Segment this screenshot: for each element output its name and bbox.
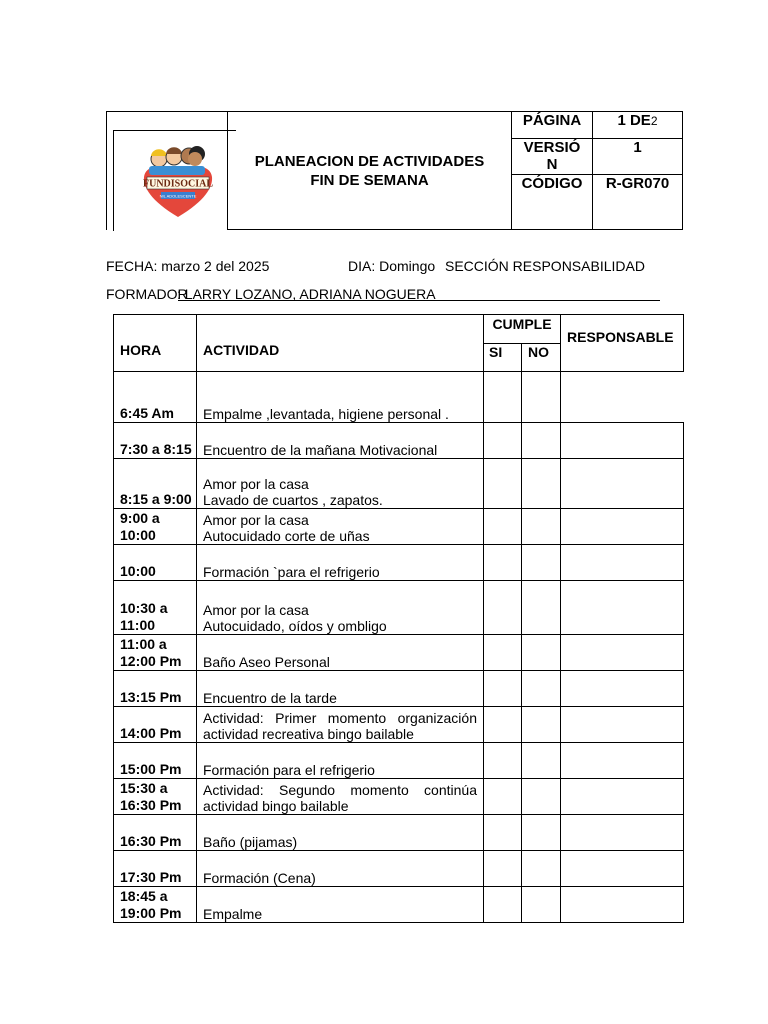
schedule-body (114, 372, 684, 923)
row-actividad: Encuentro de la tarde (197, 671, 484, 707)
row-cumple-no (522, 815, 561, 851)
seccion-text: SECCIÓN RESPONSABILIDAD (445, 258, 645, 274)
row-responsable (561, 581, 684, 635)
codigo-label: CÓDIGO (512, 175, 593, 230)
row-hora: 15:00 Pm (114, 743, 197, 779)
document-meta (511, 111, 682, 230)
row-cumple-si (484, 851, 522, 887)
schedule-row (114, 545, 684, 581)
row-hora: 7:30 a 8:15 (114, 423, 197, 459)
row-hora: 18:45 a 19:00 Pm (114, 887, 197, 923)
row-cumple-no (522, 635, 561, 671)
col-no-header: NO (522, 344, 561, 372)
row-responsable (561, 459, 684, 509)
schedule-row (114, 459, 684, 509)
row-cumple-no (522, 459, 561, 509)
row-actividad: Baño (pijamas) (197, 815, 484, 851)
row-actividad: Baño Aseo Personal (197, 635, 484, 671)
row-hora: 16:30 Pm (114, 815, 197, 851)
row-cumple-no (522, 545, 561, 581)
row-cumple-si (484, 581, 522, 635)
row-actividad: Formación para el refrigerio (197, 743, 484, 779)
row-cumple-si (484, 545, 522, 581)
row-hora: 17:30 Pm (114, 851, 197, 887)
row-responsable (561, 707, 684, 743)
row-cumple-si (484, 372, 522, 423)
row-actividad: Formación (Cena) (197, 851, 484, 887)
row-cumple-no (522, 423, 561, 459)
logo-wordmark: FUNDISOCIAL (142, 178, 214, 190)
row-actividad: Amor por la casa Autocuidado corte de uñas (197, 509, 484, 545)
schedule-row (114, 743, 684, 779)
row-hora: 6:45 Am (114, 372, 197, 423)
row-responsable (561, 545, 684, 581)
dia-text: DIA: Domingo (348, 258, 436, 274)
document-title-text: PLANEACION DE ACTIVIDADES FIN DE SEMANA (254, 152, 485, 189)
row-cumple-no (522, 743, 561, 779)
row-responsable (561, 635, 684, 671)
row-actividad: Actividad: Primer momento organización actividad recreativa bingo bailable (197, 707, 484, 743)
row-actividad: Empalme (197, 887, 484, 923)
row-responsable (561, 887, 684, 923)
logo-frame (113, 130, 236, 231)
row-cumple-si (484, 459, 522, 509)
pagina-value-main: 1 DE (617, 112, 651, 129)
row-cumple-si (484, 423, 522, 459)
document-header (106, 111, 682, 230)
schedule-row (114, 887, 684, 923)
pagina-label: PÁGINA (512, 112, 593, 139)
row-cumple-no (522, 887, 561, 923)
schedule-row (114, 509, 684, 545)
schedule-row (114, 635, 684, 671)
schedule-row (114, 581, 684, 635)
row-hora: 8:15 a 9:00 (114, 459, 197, 509)
row-actividad: Encuentro de la mañana Motivacional (197, 423, 484, 459)
row-cumple-no (522, 372, 561, 423)
row-responsable (561, 779, 684, 815)
row-cumple-si (484, 707, 522, 743)
row-actividad: Formación `para el refrigerio (197, 545, 484, 581)
schedule-row (114, 423, 684, 459)
row-cumple-no (522, 581, 561, 635)
row-hora: 13:15 Pm (114, 671, 197, 707)
row-hora: 10:00 (114, 545, 197, 581)
row-hora: 9:00 a 10:00 (114, 509, 197, 545)
col-responsable-header: RESPONSABLE (561, 315, 684, 372)
row-actividad: Amor por la casa Lavado de cuartos , zapatos. (197, 459, 484, 509)
row-hora: 15:30 a 16:30 Pm (114, 779, 197, 815)
row-responsable (561, 851, 684, 887)
row-cumple-no (522, 851, 561, 887)
row-responsable (561, 671, 684, 707)
row-cumple-si (484, 887, 522, 923)
row-cumple-si (484, 815, 522, 851)
row-cumple-no (522, 671, 561, 707)
row-actividad: Empalme ,levantada, higiene personal . (197, 372, 484, 423)
col-hora-header: HORA (114, 315, 197, 372)
row-cumple-si (484, 779, 522, 815)
version-value: 1 (593, 139, 683, 175)
version-label: VERSIÓN (512, 139, 593, 175)
row-cumple-no (522, 707, 561, 743)
row-hora: 14:00 Pm (114, 707, 197, 743)
row-responsable (561, 815, 684, 851)
row-actividad: Actividad: Segundo momento continúa actividad bingo bailable (197, 779, 484, 815)
organization-logo (141, 139, 215, 219)
col-si-header: SI (484, 344, 522, 372)
col-actividad-header: ACTIVIDAD (197, 315, 484, 372)
schedule-row (114, 671, 684, 707)
row-cumple-si (484, 743, 522, 779)
row-responsable (561, 509, 684, 545)
row-hora: 10:30 a 11:00 (114, 581, 197, 635)
row-cumple-no (522, 509, 561, 545)
row-cumple-si (484, 671, 522, 707)
col-cumple-header: CUMPLE (484, 315, 561, 344)
schedule-row (114, 372, 684, 423)
schedule-row (114, 815, 684, 851)
formador-label: FORMADOR (106, 286, 188, 302)
row-cumple-no (522, 779, 561, 815)
row-hora: 11:00 a 12:00 Pm (114, 635, 197, 671)
row-responsable (561, 423, 684, 459)
row-cumple-si (484, 635, 522, 671)
schedule-row (114, 851, 684, 887)
codigo-value: R-GR070 (593, 175, 683, 230)
schedule-row (114, 779, 684, 815)
schedule-row (114, 707, 684, 743)
formador-value: : LARRY LOZANO, ADRIANA NOGUERA (177, 286, 436, 302)
row-responsable (561, 743, 684, 779)
schedule-table (113, 314, 684, 923)
pagina-value-total: 2 (650, 114, 658, 128)
logo-subtext: NIL ADOLESCENTE (159, 193, 197, 199)
pagina-value (593, 112, 683, 139)
row-cumple-si (484, 509, 522, 545)
document-title (227, 111, 512, 230)
row-actividad: Amor por la casa Autocuidado, oídos y ombligo (197, 581, 484, 635)
fecha-text: FECHA: marzo 2 del 2025 (106, 258, 270, 274)
